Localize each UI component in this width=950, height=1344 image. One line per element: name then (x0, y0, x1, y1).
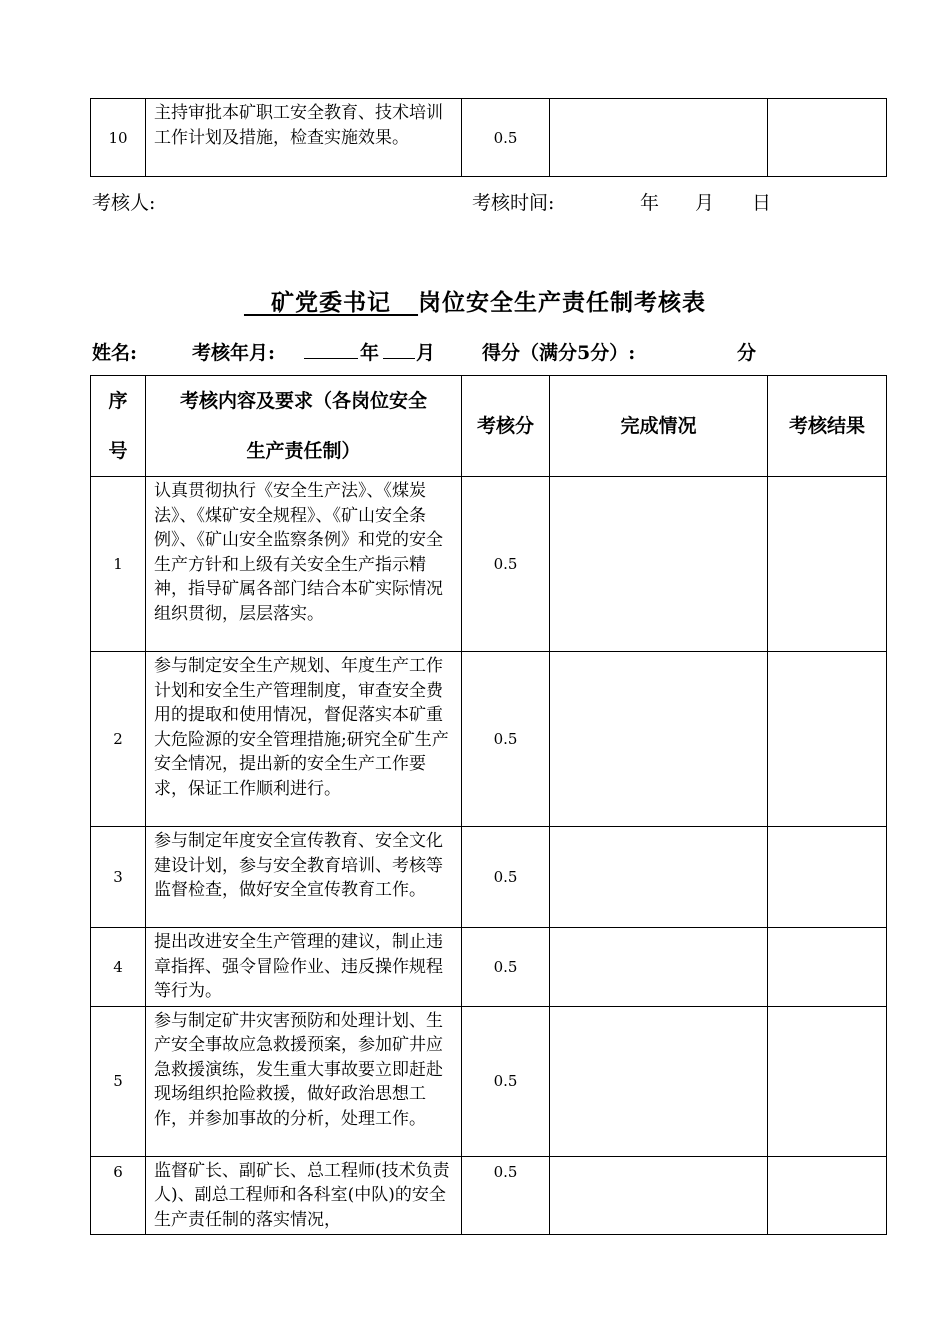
row-score: 0.5 (462, 652, 550, 827)
assessment-table (90, 375, 887, 1235)
year-label: 年 (640, 192, 660, 214)
row-completion-cell[interactable] (550, 1156, 768, 1235)
row-completion-cell[interactable] (550, 652, 768, 827)
table-row (91, 1006, 887, 1156)
header-score: 考核分 (462, 376, 550, 477)
month-label: 月 (695, 192, 715, 214)
row-score: 0.5 (462, 1156, 550, 1235)
period-month-label: 月 (416, 342, 436, 364)
table-row (91, 1156, 887, 1235)
assessor-label: 考核人: (92, 192, 156, 214)
row-number: 2 (91, 652, 146, 827)
row-content: 认真贯彻执行《安全生产法》、《煤炭法》、《煤矿安全规程》、《矿山安全条例》、《矿山安全监察条例》和党的安全生产方针和上级有关安全生产指示精神，指导矿属各部门结合本矿实际情况组织贯彻，层层落实。 (146, 477, 462, 652)
header-number: 序 号 (91, 376, 146, 477)
row-content: 参与制定安全生产规划、年度生产工作计划和安全生产管理制度，审查安全费用的提取和使用情况，督促落实本矿重大危险源的安全管理措施;研究全矿生产安全情况，提出新的安全生产工作要求，保证工作顺利进行。 (146, 652, 462, 827)
table-row (91, 827, 887, 928)
table-row (91, 652, 887, 827)
table-row (91, 928, 887, 1007)
signature-line (92, 188, 892, 218)
header-content: 考核内容及要求（各岗位安全 生产责任制） (146, 376, 462, 477)
row-number: 10 (91, 99, 146, 177)
name-label: 姓名: (92, 342, 138, 364)
row-content: 提出改进安全生产管理的建议，制止违章指挥、强令冒险作业、违反操作规程等行为。 (146, 928, 462, 1007)
row-number: 4 (91, 928, 146, 1007)
row-result-cell[interactable] (768, 477, 887, 652)
row-content: 参与制定矿井灾害预防和处理计划、生产安全事故应急救援预案，参加矿井应急救援演练，发生重大事故要立即赶赴现场组织抢险救援，做好政治思想工作，并参加事故的分析，处理工作。 (146, 1006, 462, 1156)
form-title (0, 284, 950, 317)
row-score: 0.5 (462, 1006, 550, 1156)
assessment-time-label: 考核时间: (472, 192, 555, 214)
row-completion-cell[interactable] (550, 477, 768, 652)
row-content: 主持审批本矿职工安全教育、技术培训工作计划及措施，检查实施效果。 (146, 99, 462, 177)
row-score: 0.5 (462, 928, 550, 1007)
score-label: 得分（满分5分）: (482, 342, 636, 364)
header-result: 考核结果 (768, 376, 887, 477)
row-number: 5 (91, 1006, 146, 1156)
title-position: 矿党委书记 (271, 289, 391, 316)
row-result-cell[interactable] (768, 1006, 887, 1156)
row-number: 1 (91, 477, 146, 652)
period-year-label: 年 (360, 342, 380, 364)
row-result-cell[interactable] (768, 928, 887, 1007)
period-label: 考核年月: (192, 342, 276, 364)
score-unit: 分 (737, 342, 757, 364)
table-row (91, 477, 887, 652)
title-rest: 岗位安全生产责任制考核表 (418, 289, 707, 316)
row-completion-cell[interactable] (550, 827, 768, 928)
row-score: 0.5 (462, 477, 550, 652)
info-line (92, 338, 912, 368)
row-result-cell[interactable] (768, 99, 887, 177)
table-header-row (91, 376, 887, 477)
row-result-cell[interactable] (768, 652, 887, 827)
row-result-cell[interactable] (768, 827, 887, 928)
row-number: 3 (91, 827, 146, 928)
row-completion-cell[interactable] (550, 99, 768, 177)
previous-page-table (90, 98, 887, 177)
table-row (91, 99, 887, 177)
day-label: 日 (752, 192, 772, 214)
row-score: 0.5 (462, 99, 550, 177)
row-content: 监督矿长、副矿长、总工程师(技术负责人)、副总工程师和各科室(中队)的安全生产责任制的落实情况， (146, 1156, 462, 1235)
header-completion: 完成情况 (550, 376, 768, 477)
row-content: 参与制定年度安全宣传教育、安全文化建设计划，参与安全教育培训、考核等监督检查，做好安全宣传教育工作。 (146, 827, 462, 928)
row-completion-cell[interactable] (550, 1006, 768, 1156)
row-result-cell[interactable] (768, 1156, 887, 1235)
row-completion-cell[interactable] (550, 928, 768, 1007)
row-number: 6 (91, 1156, 146, 1235)
row-score: 0.5 (462, 827, 550, 928)
